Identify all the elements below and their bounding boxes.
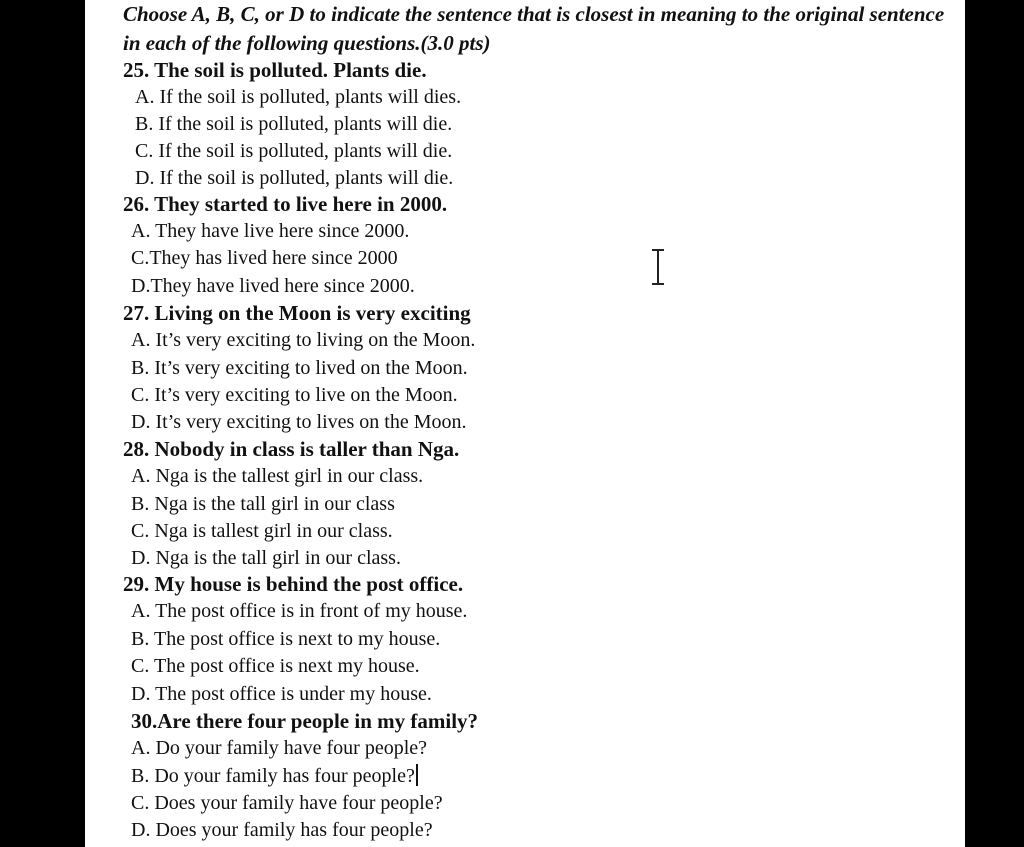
question-27-option-a: A. It’s very exciting to living on the Moon. bbox=[131, 329, 476, 351]
question-30-title: 30.Are there four people in my family? bbox=[131, 709, 479, 733]
question-29-option-d: D. The post office is under my house. bbox=[131, 683, 432, 705]
question-26-title: 26. They started to live here in 2000. bbox=[123, 192, 448, 216]
question-27-option-d: D. It’s very exciting to lives on the Moon. bbox=[131, 411, 467, 433]
question-30-option-b-line bbox=[131, 763, 418, 789]
ibeam-cursor-icon bbox=[650, 248, 666, 286]
question-28-option-c: C. Nga is tallest girl in our class. bbox=[131, 520, 393, 542]
question-27-title: 27. Living on the Moon is very exciting bbox=[123, 301, 471, 325]
question-29-option-c: C. The post office is next my house. bbox=[131, 655, 420, 677]
text-insertion-caret bbox=[416, 764, 418, 786]
question-28-option-d: D. Nga is the tall girl in our class. bbox=[131, 547, 401, 569]
question-30-option-d: D. Does your family has four people? bbox=[131, 819, 433, 841]
question-26-option-a: A. They have live here since 2000. bbox=[131, 220, 410, 242]
question-29-option-b: B. The post office is next to my house. bbox=[131, 628, 441, 650]
question-30-option-c: C. Does your family have four people? bbox=[131, 792, 443, 814]
question-29-option-a: A. The post office is in front of my house. bbox=[131, 600, 468, 622]
document-page[interactable] bbox=[85, 0, 965, 847]
question-25-option-d: D. If the soil is polluted, plants will die. bbox=[135, 167, 454, 189]
question-26-option-d: D.They have lived here since 2000. bbox=[131, 275, 415, 297]
question-25-title: 25. The soil is polluted. Plants die. bbox=[123, 58, 427, 82]
question-29-title: 29. My house is behind the post office. bbox=[123, 572, 464, 596]
question-25-option-a: A. If the soil is polluted, plants will dies. bbox=[135, 86, 462, 108]
question-28-title: 28. Nobody in class is taller than Nga. bbox=[123, 437, 460, 461]
instruction-text: Choose A, B, C, or D to indicate the sentence that is closest in meaning to the original sentence in each of the following questions.(3.0 pts) bbox=[123, 2, 945, 55]
question-25-option-c: C. If the soil is polluted, plants will die. bbox=[135, 140, 453, 162]
question-27-option-c: C. It’s very exciting to live on the Moon. bbox=[131, 384, 458, 406]
question-30-option-a: A. Do your family have four people? bbox=[131, 737, 428, 759]
question-25-option-b: B. If the soil is polluted, plants will die. bbox=[135, 113, 453, 135]
question-28-option-a: A. Nga is the tallest girl in our class. bbox=[131, 465, 424, 487]
question-27-option-b: B. It’s very exciting to lived on the Moon. bbox=[131, 357, 468, 379]
question-28-option-b: B. Nga is the tall girl in our class bbox=[131, 493, 395, 515]
question-30-option-b: B. Do your family has four people? bbox=[131, 765, 415, 787]
question-26-option-c: C.They has lived here since 2000 bbox=[131, 247, 398, 269]
